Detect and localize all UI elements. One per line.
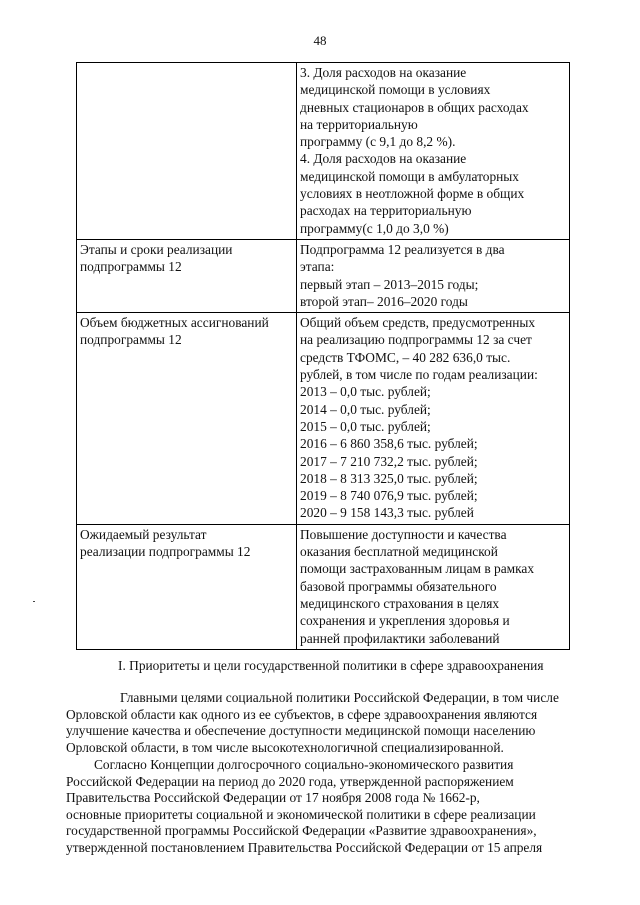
cell-line: Объем бюджетных ассигнований — [80, 315, 269, 331]
cell-line: Подпрограмма 12 реализуется в два — [300, 241, 505, 257]
paragraph-line: основные приоритеты социальной и экономической политики в сфере реализации — [66, 806, 536, 822]
cell-line: медицинской помощи в амбулаторных — [300, 168, 519, 184]
cell-line: подпрограммы 12 — [80, 332, 182, 348]
cell-line: 2019 – 8 740 076,9 тыс. рублей; — [300, 488, 478, 504]
paragraph-line: государственной программы Российской Федерации «Развитие здравоохранения», — [66, 823, 537, 839]
table-cell-label — [77, 313, 297, 525]
cell-line: на реализацию подпрограммы 12 за счет — [300, 332, 532, 348]
cell-line: Этапы и сроки реализации — [80, 241, 233, 257]
subprogram-passport-table — [76, 62, 570, 650]
table-cell-value — [297, 313, 570, 525]
cell-line: 2015 – 0,0 тыс. рублей; — [300, 418, 431, 434]
table-cell-value — [297, 524, 570, 649]
cell-line: Ожидаемый результат — [80, 526, 207, 542]
cell-line: первый этап – 2013–2015 годы; — [300, 276, 479, 292]
section-heading: I. Приоритеты и цели государственной политики в сфере здравоохранения — [118, 658, 544, 673]
table-cell-label — [77, 63, 297, 240]
cell-line: 2016 – 6 860 358,6 тыс. рублей; — [300, 436, 478, 452]
paragraph-line: Орловской области, в том числе высокотехнологичной специализированной. — [66, 739, 504, 755]
cell-line: дневных стационаров в общих расходах — [300, 99, 529, 115]
cell-line: рублей, в том числе по годам реализации: — [300, 367, 538, 383]
cell-line: этапа: — [300, 259, 335, 275]
cell-line: на территориальную — [300, 116, 418, 132]
paragraph-goals — [66, 690, 576, 756]
cell-line: 4. Доля расходов на оказание — [300, 151, 467, 167]
cell-line: Повышение доступности и качества — [300, 526, 507, 542]
table-row-expected-result — [77, 524, 570, 649]
table-cell-label — [77, 524, 297, 649]
cell-line: ранней профилактики заболеваний — [300, 630, 500, 646]
scan-speck — [33, 601, 35, 602]
cell-line: оказания бесплатной медицинской — [300, 544, 498, 560]
table-row-budget — [77, 313, 570, 525]
paragraph-line: утвержденной постановлением Правительства Российской Федерации от 15 апреля — [66, 839, 543, 855]
cell-line: условиях в неотложной форме в общих — [300, 186, 525, 202]
page-number: 48 — [313, 33, 327, 48]
paragraph-line: Правительства Российской Федерации от 17 ноября 2008 года № 1662-р, — [66, 790, 480, 806]
cell-line: подпрограммы 12 — [80, 259, 182, 275]
cell-line: 2014 – 0,0 тыс. рублей; — [300, 401, 431, 417]
cell-line: 2017 – 7 210 732,2 тыс. рублей; — [300, 453, 478, 469]
cell-line: сохранения и укрепления здоровья и — [300, 613, 510, 629]
paragraph-line: Российской Федерации на период до 2020 года, утвержденной распоряжением — [66, 773, 514, 789]
cell-line: 2018 – 8 313 325,0 тыс. рублей; — [300, 470, 478, 486]
paragraph-concept — [66, 757, 576, 857]
cell-line: Общий объем средств, предусмотренных — [300, 315, 536, 331]
table-row-stages — [77, 239, 570, 312]
cell-line: 3. Доля расходов на оказание — [300, 65, 467, 80]
paragraph-line: Орловской области как одного из ее субъектов, в сфере здравоохранения являются — [66, 706, 538, 722]
table-row-indicators — [77, 63, 570, 240]
cell-line: второй этап– 2016–2020 годы — [300, 293, 468, 309]
cell-line: 2020 – 9 158 143,3 тыс. рублей — [300, 505, 474, 521]
table-cell-value — [297, 239, 570, 312]
cell-line: 2013 – 0,0 тыс. рублей; — [300, 384, 431, 400]
table-cell-value — [297, 63, 570, 240]
table-cell-label — [77, 239, 297, 312]
cell-line: программу (с 9,1 до 8,2 %). — [300, 134, 456, 150]
paragraph-line: Согласно Концепции долгосрочного социально-экономического развития — [94, 757, 514, 772]
cell-line: реализации подпрограммы 12 — [80, 544, 251, 560]
cell-line: помощи застрахованным лицам в рамках — [300, 561, 535, 577]
cell-line: медицинского страхования в целях — [300, 595, 500, 611]
cell-line: программу(с 1,0 до 3,0 %) — [300, 220, 449, 236]
cell-line: базовой программы обязательного — [300, 578, 497, 594]
cell-line: средств ТФОМС, – 40 282 636,0 тыс. — [300, 349, 511, 365]
cell-line: расходах на территориальную — [300, 203, 472, 219]
paragraph-line: улучшение качества и обеспечение доступности медицинской помощи населению — [66, 723, 536, 739]
paragraph-line: Главными целями социальной политики Российской Федерации, в том числе — [120, 690, 559, 705]
cell-line: медицинской помощи в условиях — [300, 82, 491, 98]
